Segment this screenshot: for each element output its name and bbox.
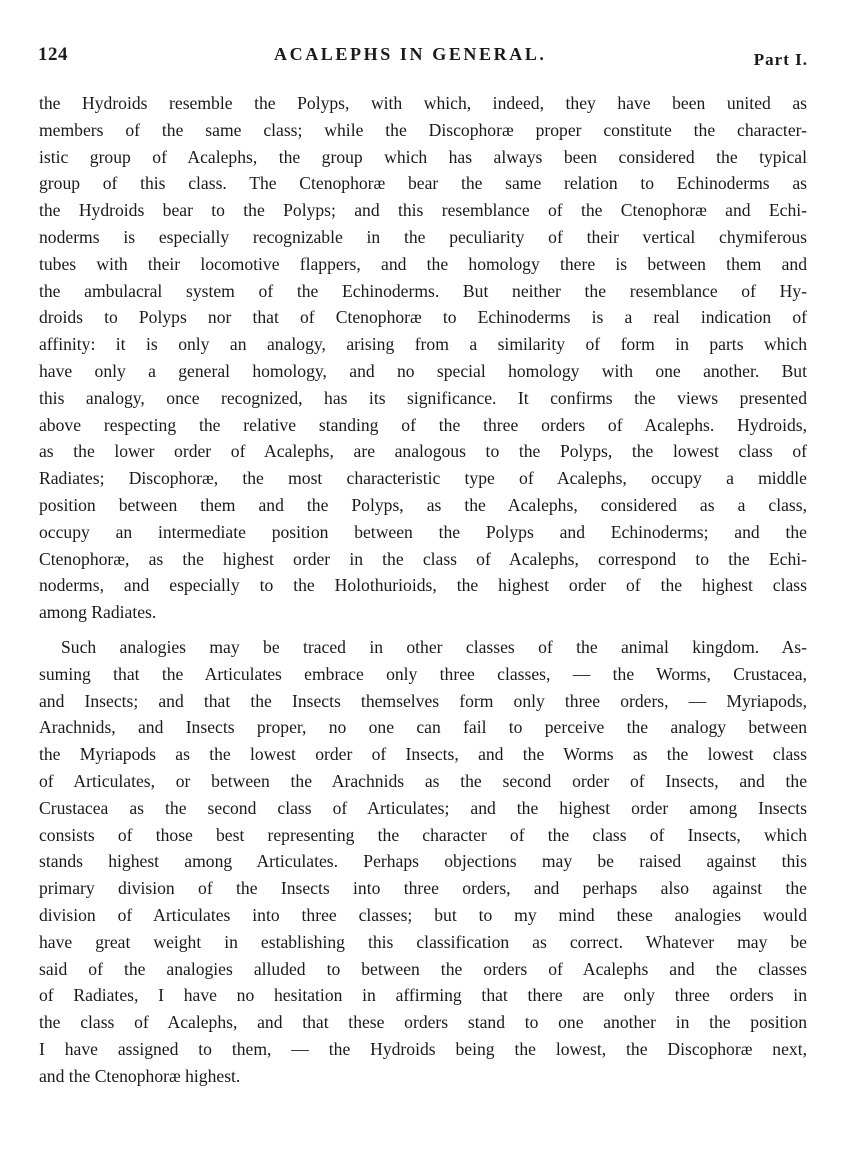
text-line: istic group of Acalephs, the group which has always been considered the typical bbox=[39, 146, 807, 167]
text-line: and Insects; and that the Insects themselves form only three orders, — Myriapods, bbox=[39, 690, 807, 711]
text-line: as the lower order of Acalephs, are analogous to the Polyps, the lowest class of bbox=[39, 441, 807, 462]
text-line: Radiates; Discophoræ, the most characteristic type of Acalephs, occupy a middle bbox=[39, 468, 807, 489]
part-label: Part I. bbox=[753, 50, 808, 69]
running-head bbox=[38, 44, 810, 74]
text-line: consists of those best representing the character of the class of Insects, which bbox=[39, 824, 807, 845]
text-line: Such analogies may be traced in other classes of the animal kingdom. As- bbox=[61, 636, 807, 657]
text-line: Ctenophoræ, as the highest order in the class of Acalephs, correspond to the Echi- bbox=[39, 548, 807, 569]
text-line: the ambulacral system of the Echinoderms. But neither the resemblance of Hy- bbox=[39, 280, 807, 301]
text-line: suming that the Articulates embrace only three classes, — the Worms, Crustacea, bbox=[39, 663, 807, 684]
text-line: have only a general homology, and no special homology with one another. But bbox=[39, 360, 807, 381]
paragraph-gap bbox=[39, 626, 807, 634]
text-line: I have assigned to them, — the Hydroids being the lowest, the Discophoræ next, bbox=[39, 1038, 807, 1059]
text-line: the Hydroids resemble the Polyps, with which, indeed, they have been united as bbox=[39, 93, 807, 113]
text-line: and the Ctenophoræ highest. bbox=[39, 1065, 241, 1086]
paragraph bbox=[39, 90, 807, 626]
text-line: the Myriapods as the lowest order of Insects, and the Worms as the lowest class bbox=[39, 744, 807, 765]
body-text bbox=[39, 90, 807, 1089]
text-line: have great weight in establishing this classification as correct. Whatever may be bbox=[39, 931, 807, 952]
text-line: noderms, and especially to the Holothurioids, the highest order of the highest class bbox=[39, 575, 807, 596]
text-line: noderms is especially recognizable in the peculiarity of their vertical chymiferous bbox=[39, 226, 807, 247]
text-line: above respecting the relative standing of the three orders of Acalephs. Hydroids, bbox=[39, 414, 807, 435]
paragraph bbox=[39, 634, 807, 1090]
text-line: position between them and the Polyps, as the Acalephs, considered as a class, bbox=[39, 494, 807, 515]
text-line: of Articulates, or between the Arachnids as the second order of Insects, and the bbox=[39, 770, 807, 791]
text-line: Arachnids, and Insects proper, no one can fail to perceive the analogy between bbox=[39, 717, 807, 738]
text-line: tubes with their locomotive flappers, and the homology there is between them and bbox=[39, 253, 807, 274]
text-line: the Hydroids bear to the Polyps; and this resemblance of the Ctenophoræ and Echi- bbox=[39, 200, 807, 221]
text-line: primary division of the Insects into three orders, and perhaps also against the bbox=[39, 878, 807, 899]
text-line: members of the same class; while the Discophoræ proper constitute the character- bbox=[39, 119, 807, 140]
text-line: group of this class. The Ctenophoræ bear the same relation to Echinoderms as bbox=[39, 173, 807, 194]
text-line: said of the analogies alluded to between the orders of Acalephs and the classes bbox=[39, 958, 807, 979]
text-line: Crustacea as the second class of Articulates; and the highest order among Insects bbox=[39, 797, 807, 818]
text-line: division of Articulates into three classes; but to my mind these analogies would bbox=[39, 904, 807, 925]
text-line: of Radiates, I have no hesitation in affirming that there are only three orders in bbox=[39, 985, 807, 1006]
text-line: the class of Acalephs, and that these orders stand to one another in the position bbox=[39, 1012, 807, 1033]
paragraphs bbox=[39, 90, 807, 1089]
page-number: 124 bbox=[38, 44, 68, 65]
running-title: ACALEPHS IN GENERAL. bbox=[274, 44, 547, 64]
text-line: among Radiates. bbox=[39, 602, 157, 623]
text-line: affinity: it is only an analogy, arising from a similarity of form in parts which bbox=[39, 334, 807, 355]
text-line: this analogy, once recognized, has its significance. It confirms the views presented bbox=[39, 387, 807, 408]
text-line: droids to Polyps nor that of Ctenophoræ to Echinoderms is a real indication of bbox=[39, 307, 807, 328]
text-line: stands highest among Articulates. Perhaps objections may be raised against this bbox=[39, 851, 807, 872]
text-line: occupy an intermediate position between the Polyps and Echinoderms; and the bbox=[39, 521, 807, 542]
